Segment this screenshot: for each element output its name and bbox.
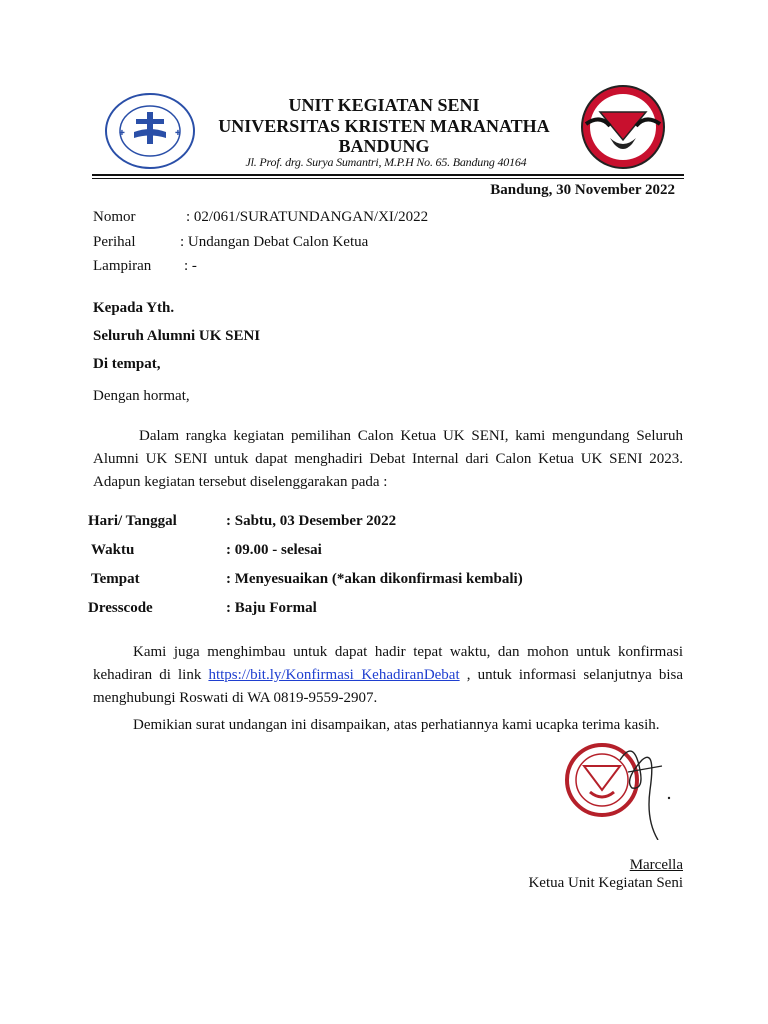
header-rule-thin [92,178,684,179]
uk-seni-logo [580,84,666,170]
recipient-line-3: Di tempat, [93,356,161,372]
svg-text:✚: ✚ [175,129,181,137]
meta-key-lampiran: Lampiran [93,258,152,274]
detail-value-dresscode: : Baju Formal [226,600,317,616]
university-seal-logo [104,92,196,170]
signer-title: Ketua Unit Kegiatan Seni [528,875,683,891]
meta-value-perihal: : Undangan Debat Calon Ketua [180,234,369,250]
address: Jl. Prof. drg. Surya Sumantri, M.P.H No. 65. Bandung 40164 [245,155,527,169]
detail-key-time: Waktu [91,542,135,558]
letter-date: Bandung, 30 November 2022 [490,182,675,198]
detail-key-place: Tempat [91,571,140,587]
meta-value-lampiran: : - [184,258,197,274]
uk-seni-emblem-icon [580,84,666,170]
stamp-icon [562,730,686,840]
intro-paragraph: Dalam rangka kegiatan pemilihan Calon Ketua UK SENI, kami mengundang Seluruh Alumni UK SENI untuk dapat menghadiri Debat Internal dari Calon Ketua UK SENI 2023. Adapun kegiatan tersebut diselenggarakan pada : [93,428,683,490]
recipient-line-1: Kepada Yth. [93,300,175,316]
detail-key-dresscode: Dresscode [88,600,153,616]
meta-key-perihal: Perihal [93,234,136,250]
header-rule-thick [92,174,684,176]
detail-value-time: : 09.00 - selesai [226,542,322,558]
detail-value-date: : Sabtu, 03 Desember 2022 [226,513,397,529]
university-name: UNIVERSITAS KRISTEN MARANATHA [218,116,550,136]
body-paragraph [93,641,683,710]
meta-key-nomor: Nomor [93,209,136,225]
stamp-signature [562,730,686,840]
closing-sentence: Demikian surat undangan ini disampaikan, atas perhatiannya kami ucapka terima kasih. [133,717,660,733]
meta-value-nomor: : 02/061/SURATUNDANGAN/XI/2022 [186,209,429,225]
svg-text:✚: ✚ [119,129,125,137]
greeting: Dengan hormat, [93,388,190,404]
org-name: UNIT KEGIATAN SENI [288,95,480,115]
city-name: BANDUNG [338,136,430,156]
recipient-line-2: Seluruh Alumni UK SENI [93,328,261,344]
university-seal-icon [104,92,196,170]
body-text-before-link: Kami juga menghimbau untuk dapat hadir tepat waktu, dan mohon untuk konfirmasi kehadiran di link [93,644,683,683]
confirmation-link[interactable]: https://bit.ly/Konfirmasi_KehadiranDebat [208,667,460,683]
detail-key-date: Hari/ Tanggal [88,513,177,529]
signer-name: Marcella [629,857,683,873]
body-text-after-link: , untuk informasi selanjutnya bisa menghubungi Roswati di WA 0819-9559-2907. [93,667,683,706]
detail-value-place: : Menyesuaikan (*akan dikonfirmasi kembali) [226,571,523,587]
